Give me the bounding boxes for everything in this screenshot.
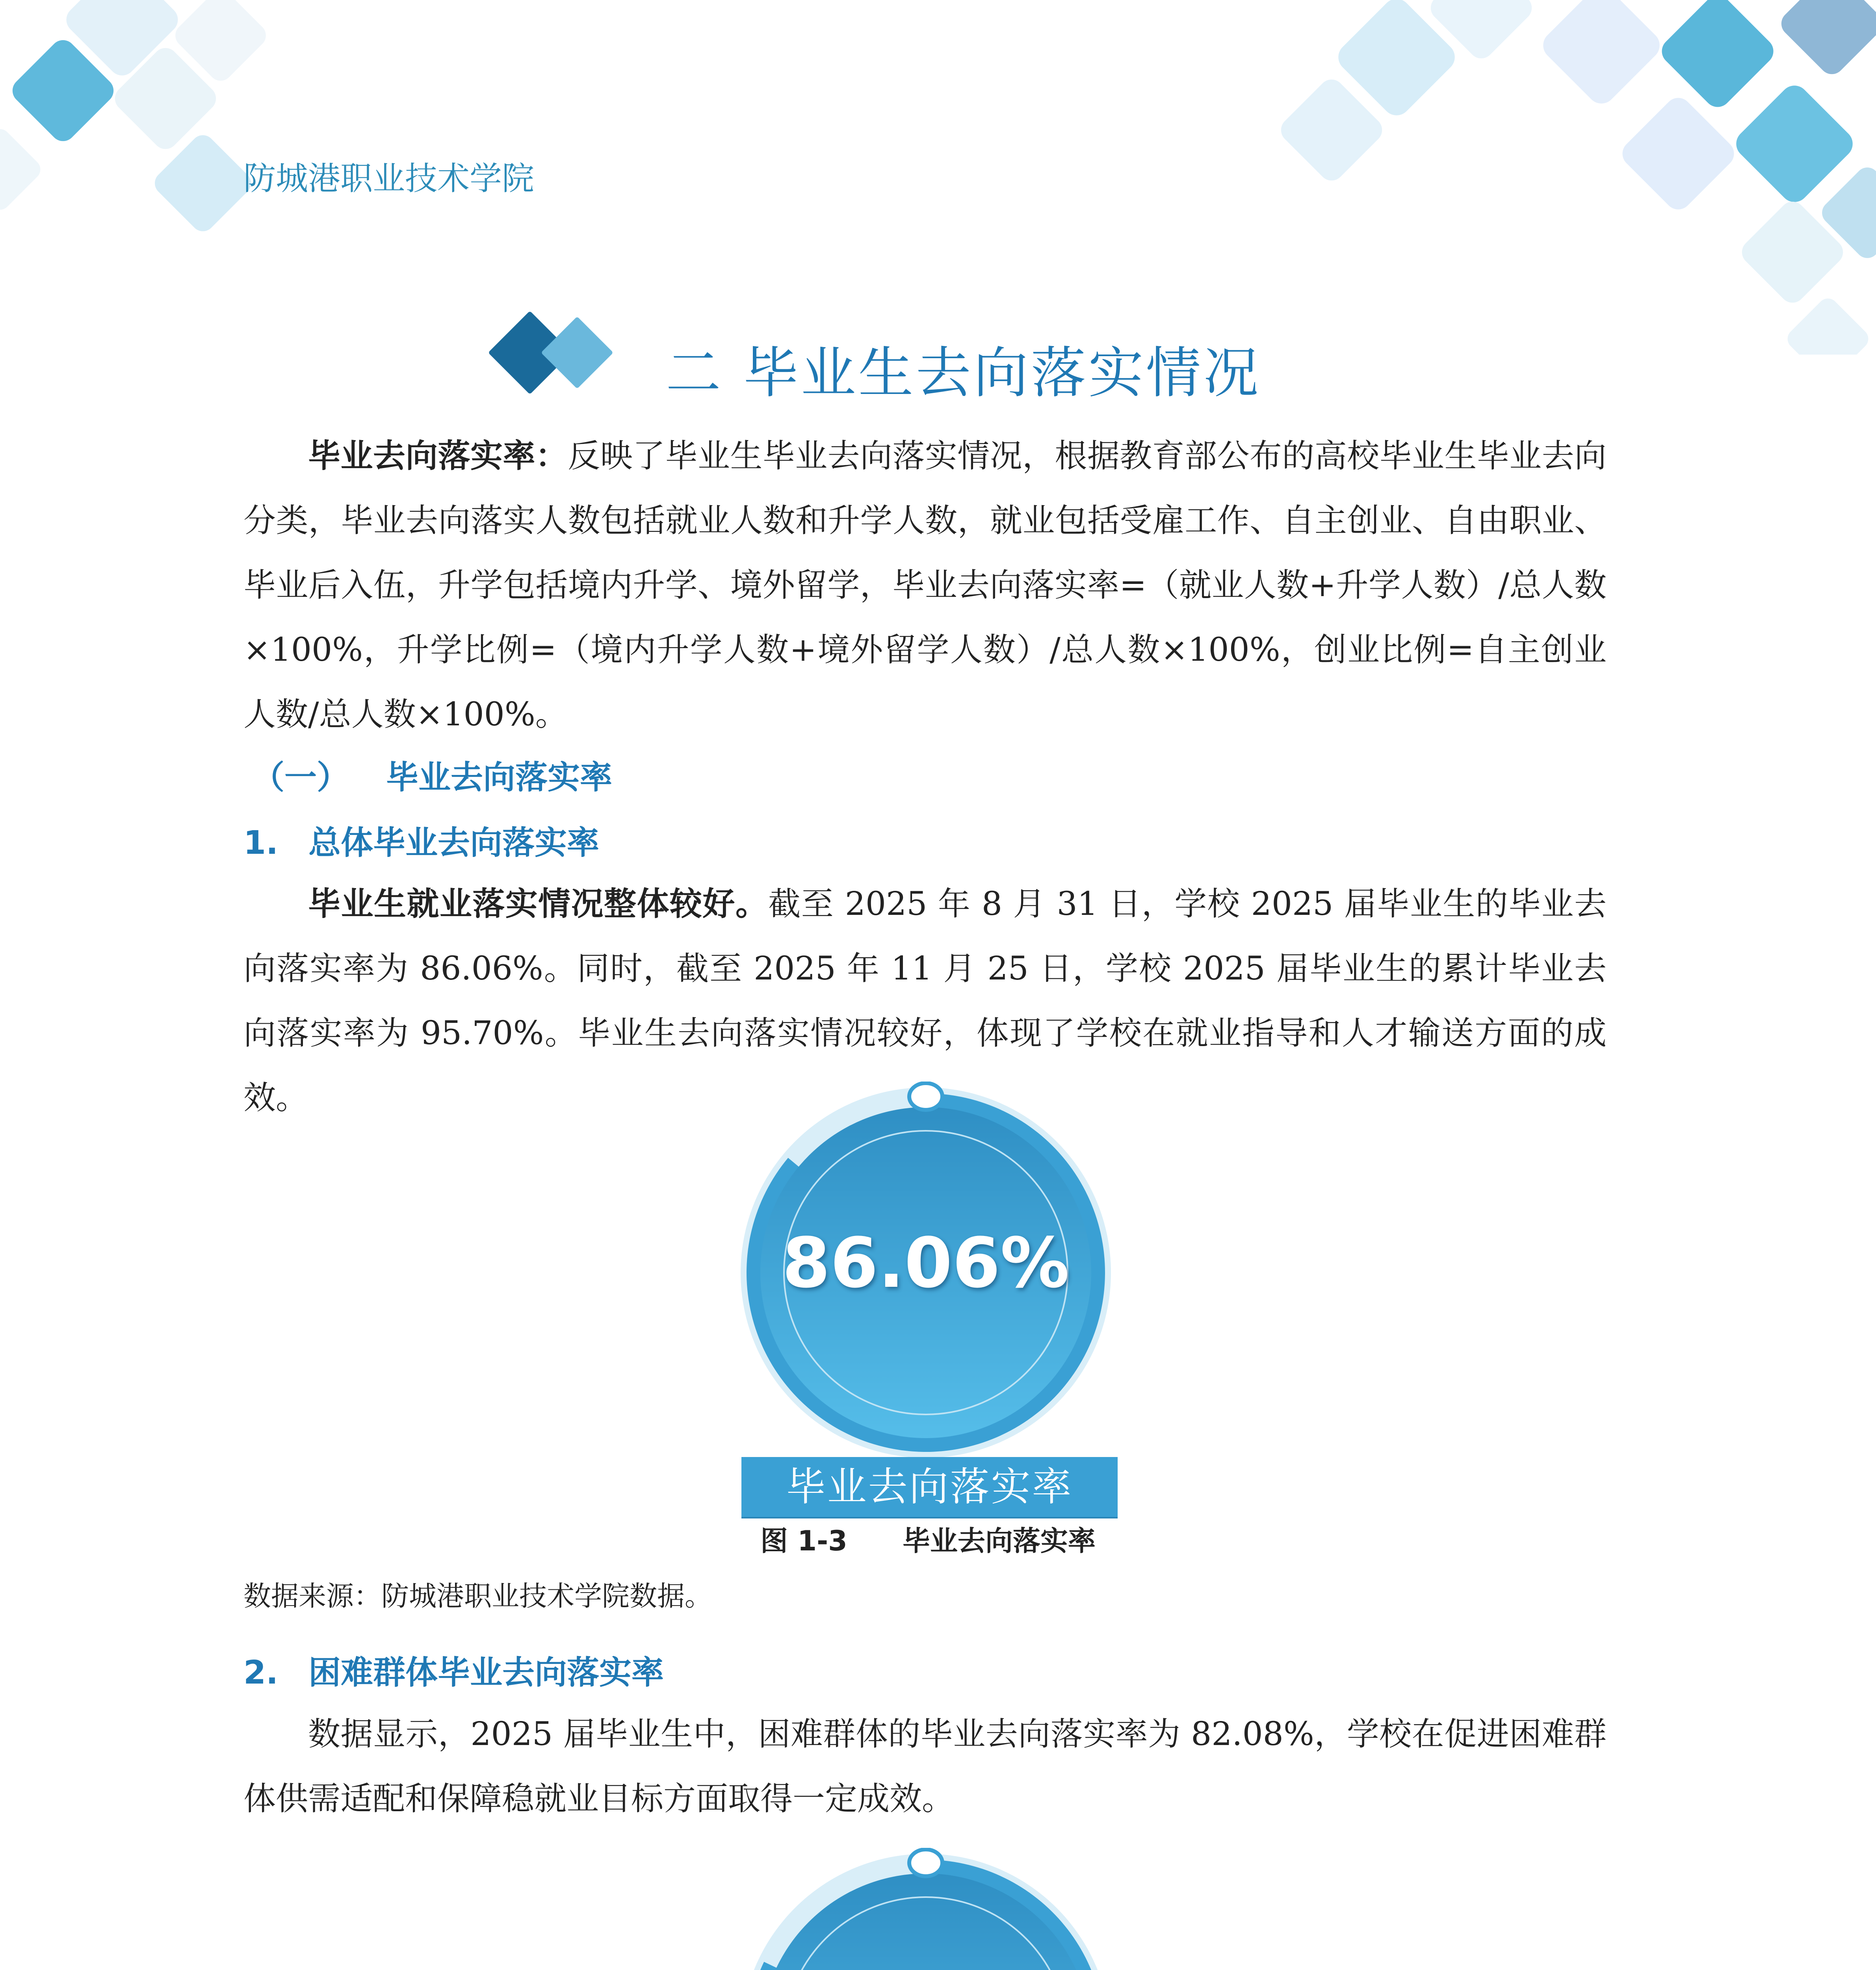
item2-heading [243, 1647, 664, 1693]
section-title: 二 毕业生去向落实情况 [666, 341, 1261, 405]
gauge-knob [909, 1083, 942, 1110]
subsection-heading [252, 752, 612, 798]
item2-text: 数据显示，2025 届毕业生中，困难群体的毕业去向落实率为 82.08%，学校在促进困难群体供需适配和保障稳就业目标方面取得一定成效。 [243, 1715, 1607, 1818]
gauge-overall-rate [735, 1082, 1117, 1464]
gauge-value: 86.06% [782, 1223, 1070, 1303]
figure1-title: 毕业去向落实率 [902, 1525, 1096, 1557]
intro-term: 毕业去向落实率： [308, 437, 568, 475]
header-school-name: 防城港职业技术学院 [243, 160, 535, 197]
subsection-title: 毕业去向落实率 [386, 759, 613, 796]
item1-text: 截至 2025 年 8 月 31 日，学校 2025 届毕业生的毕业去向落实率为 86.06%。同时，截至 2025 年 11 月 25 日，学校 2025 届毕业生的累计毕业去向落实率为 95.70%。毕业生去向落实情况较好，体现了学校在就业指导和人才输送方面的成效。 [243, 885, 1607, 1117]
item2-title: 困难群体毕业去向落实率 [308, 1654, 664, 1691]
item2-number: 2. [243, 1654, 279, 1691]
item1-heading [243, 817, 599, 863]
subsection-number: （一） [252, 759, 349, 796]
gauge-inner-disc [760, 1873, 1091, 1970]
intro-text: 反映了毕业生毕业去向落实情况，根据教育部公布的高校毕业生毕业去向分类，毕业去向落实人数包括就业人数和升学人数，就业包括受雇工作、自主创业、自由职业、毕业后入伍，升学包括境内升学、境外留学，毕业去向落实率=（就业人数+升学人数）/总人数×100%，升学比例=（境内升学人数+境外留学人数）/总人数×100%，创业比例=自主创业人数/总人数×100%。 [243, 437, 1607, 733]
source-note-1: 数据来源：防城港职业技术学院数据。 [243, 1580, 712, 1612]
item2-paragraph [243, 1702, 1607, 1831]
item1-lead: 毕业生就业落实情况整体较好。 [308, 885, 769, 923]
gauge-overall-label: 毕业去向落实率 [741, 1457, 1118, 1517]
figure1-caption [760, 1519, 1096, 1559]
gauge-knob [909, 1849, 942, 1876]
intro-paragraph [243, 424, 1607, 747]
gauge-difficult-group-rate [735, 1848, 1117, 1970]
gauge-ring [735, 1848, 1117, 1970]
figure1-number: 图 1-3 [760, 1525, 847, 1557]
item1-title: 总体毕业去向落实率 [308, 824, 600, 862]
item1-number: 1. [243, 824, 279, 862]
